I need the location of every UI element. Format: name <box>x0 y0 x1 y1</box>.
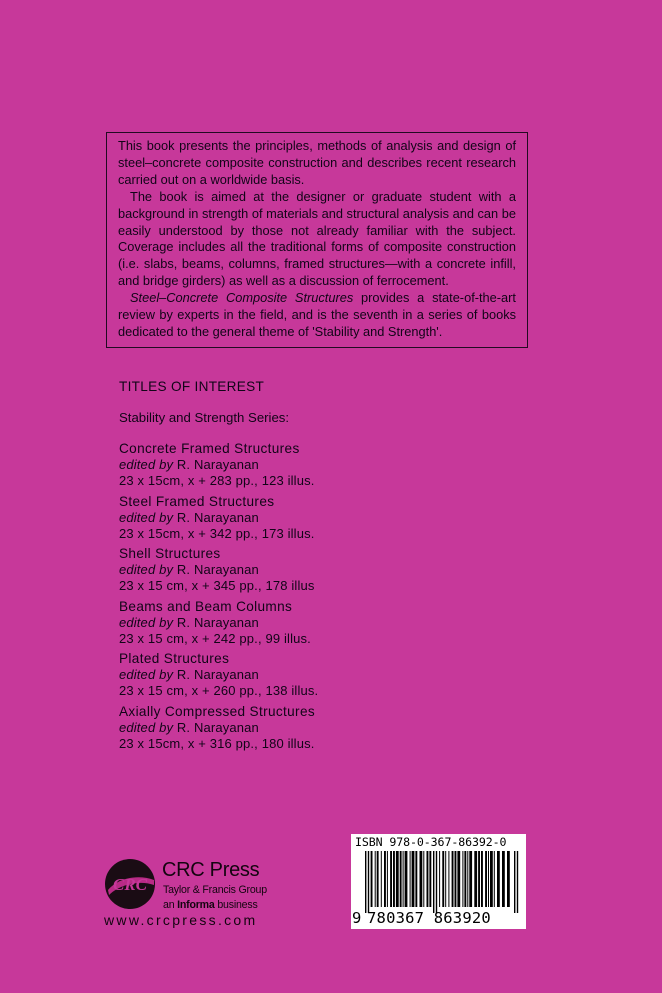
barcode-bar <box>420 851 423 907</box>
informa-prefix: an <box>163 899 178 911</box>
editor-name: R. Narayanan <box>173 509 259 525</box>
barcode-bar <box>410 851 411 907</box>
series-label: Stability and Strength Series: <box>119 410 290 425</box>
editor-name: R. Narayanan <box>173 562 259 577</box>
isbn-label: ISBN 978-0-367-86392-0 <box>355 835 507 849</box>
barcode-bar <box>467 851 468 907</box>
edited-by-label: edited by <box>119 509 174 525</box>
barcode-bar <box>381 851 382 907</box>
isbn-barcode <box>351 834 526 929</box>
book-title-italic: Steel–Concrete Composite Structures <box>130 290 354 306</box>
edited-by-label: edited by <box>119 719 174 735</box>
barcode-bar <box>462 851 463 907</box>
barcode-bar <box>488 851 489 907</box>
barcode-bar <box>494 851 495 907</box>
barcode-bar <box>517 851 518 913</box>
barcode-bar <box>412 851 415 907</box>
barcode-bar <box>502 851 505 907</box>
title-editor <box>119 510 479 526</box>
barcode-bar <box>455 851 457 907</box>
edited-by-label: edited by <box>119 614 174 630</box>
barcode-bar <box>481 851 483 907</box>
title-name: Concrete Framed Structures <box>119 441 300 456</box>
editor-name: R. Narayanan <box>173 457 259 472</box>
title-editor <box>119 667 479 683</box>
barcode-bar <box>368 851 369 913</box>
editor-name: R. Narayanan <box>173 667 259 682</box>
isbn-first-digit: 9 <box>352 909 362 927</box>
title-entry <box>119 703 479 756</box>
barcode-bar <box>485 851 487 907</box>
edited-by-label: edited by <box>119 562 174 577</box>
book-description-box <box>106 132 528 348</box>
barcode-bar <box>429 851 431 907</box>
editor-name: R. Narayanan <box>173 719 259 735</box>
barcode-bar <box>464 851 466 907</box>
barcode-bar <box>497 851 500 907</box>
barcode-bar <box>400 851 402 907</box>
informa-name: Informa <box>177 899 215 911</box>
barcode-bar <box>405 851 408 907</box>
title-name: Axially Compressed Structures <box>119 703 315 719</box>
isbn-remaining-digits: 780367 863920 <box>367 909 491 927</box>
title-editor <box>119 457 479 473</box>
barcode-bar <box>433 851 434 913</box>
title-name: Shell Structures <box>119 546 221 561</box>
title-name: Beams and Beam Columns <box>119 598 293 614</box>
title-entry <box>119 545 479 598</box>
barcode-bar <box>442 851 444 907</box>
titles-of-interest-heading: TITLES OF INTEREST <box>119 379 265 394</box>
edited-by-label: edited by <box>119 457 174 472</box>
publisher-name: CRC Press <box>162 859 260 881</box>
barcode-bar <box>387 851 388 907</box>
barcode-bar <box>375 851 376 907</box>
title-entry <box>119 493 479 546</box>
barcode-bars <box>353 851 523 913</box>
barcode-bar <box>514 851 515 913</box>
barcode-bar <box>490 851 493 907</box>
barcode-bar <box>436 851 437 913</box>
barcode-bar <box>365 851 366 913</box>
barcode-bar <box>457 851 460 907</box>
barcode-bar <box>478 851 480 907</box>
barcode-bar <box>452 851 454 907</box>
logo-text: CRC <box>112 875 148 894</box>
title-entry <box>119 598 479 651</box>
title-details: 23 x 15cm, x + 316 pp., 180 illus. <box>119 735 315 751</box>
barcode-bar <box>448 851 449 907</box>
barcode-bar <box>423 851 424 907</box>
barcode-bar <box>390 851 392 907</box>
barcode-bar <box>393 851 395 907</box>
title-entry <box>119 650 479 703</box>
barcode-bar <box>371 851 373 907</box>
title-entry <box>119 440 479 493</box>
barcode-bar <box>377 851 379 907</box>
title-details: 23 x 15cm, x + 283 pp., 123 illus. <box>119 473 315 488</box>
title-details: 23 x 15 cm, x + 260 pp., 138 illus. <box>119 683 319 698</box>
barcode-bar <box>403 851 404 907</box>
titles-list <box>119 440 479 755</box>
description-paragraph-3-text: provides a state-of-the-art review by experts in the field, and is the seventh in a series of books dedicated to the general theme of 'Stability and Strength'. <box>118 290 516 339</box>
barcode-bar <box>384 851 386 907</box>
title-name: Plated Structures <box>119 651 230 666</box>
title-name: Steel Framed Structures <box>119 493 275 509</box>
description-paragraph-2: The book is aimed at the designer or graduate student with a background in strength of materials and structural analysis and can be easily understood by those not already familiar with the subject. Coverage includes all the traditional forms of composite construction (i.e. slabs, beams, columns, framed structures—with a concrete infill, and bridge girders) as well as a discussion of ferrocement. <box>118 188 516 289</box>
informa-suffix: business <box>214 899 258 911</box>
barcode-bar <box>445 851 446 907</box>
title-editor <box>119 615 479 631</box>
barcode-bar <box>469 851 472 907</box>
title-details: 23 x 15 cm, x + 242 pp., 99 illus. <box>119 630 311 646</box>
barcode-bar <box>396 851 399 907</box>
editor-name: R. Narayanan <box>173 614 259 630</box>
description-paragraph-1: This book presents the principles, methods of analysis and design of steel–concrete composite construction and describes recent research carried out on a worldwide basis. <box>118 138 516 187</box>
barcode-bar <box>415 851 417 907</box>
publisher-informa-line <box>163 899 258 911</box>
title-editor <box>119 720 479 736</box>
edited-by-label: edited by <box>119 667 174 682</box>
barcode-bar <box>439 851 440 907</box>
barcode-bar <box>474 851 477 907</box>
publisher-url: www.crcpress.com <box>104 912 258 928</box>
publisher-group: Taylor & Francis Group <box>163 884 267 896</box>
barcode-bar <box>507 851 510 907</box>
crc-logo-icon <box>104 858 156 910</box>
barcode-bar <box>427 851 429 907</box>
title-editor <box>119 562 479 578</box>
title-details: 23 x 15cm, x + 342 pp., 173 illus. <box>119 525 315 541</box>
description-paragraph-3 <box>118 290 516 341</box>
title-details: 23 x 15 cm, x + 345 pp., 178 illus <box>119 578 315 593</box>
